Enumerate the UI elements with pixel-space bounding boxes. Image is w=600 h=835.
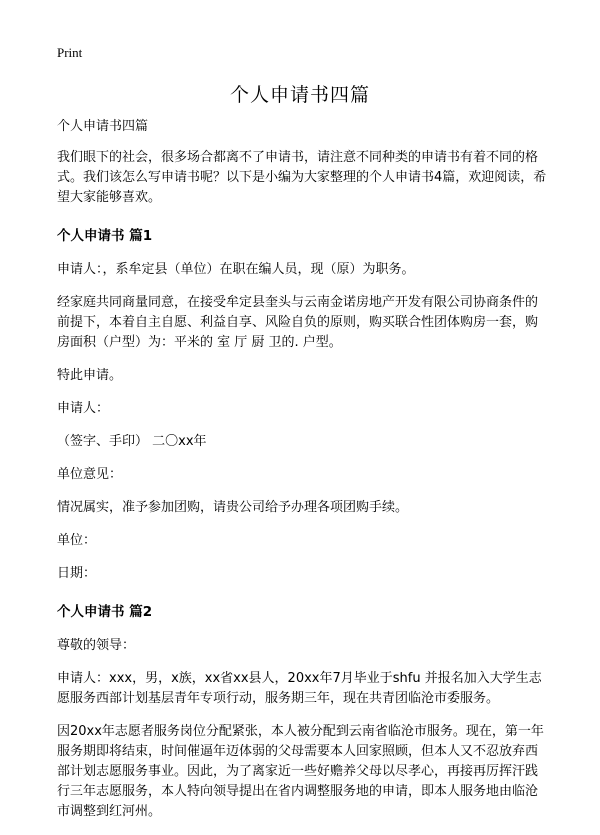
paragraph: 特此申请。 (57, 368, 123, 383)
document-body (57, 117, 547, 835)
paragraph: 因20xx年志愿者服务岗位分配紧张，本人被分配到云南省临沧市服务。现在，第一年服务期即将结束，时间催逼年迈体弱的父母需要本人回家照顾，但本人又不忍放弃西部计划志愿服务事业。因此，为了离家近一些好赡养父母以尽孝心，再接再厉挥汗践行三年志愿服务，本人特向领导提出在省内调整服务地的申请，即本人服务地由临沧市调整到红河州。 (57, 724, 544, 819)
paragraph: 申请人：，系牟定县（单位）在职在编人员，现（原）为职务。 (57, 262, 415, 277)
paragraph: 情况属实，准予参加团购，请贵公司给予办理各项团购手续。 (57, 500, 409, 515)
paragraph: 申请人：xxx，男，x族，xx省xx县人，20xx年7月毕业于shfu 并报名加入大学生志愿服务西部计划基层青年专项行动，服务期三年，现在共青团临沧市委服务。 (57, 671, 542, 706)
print-label: Print (57, 45, 83, 60)
section-heading-1: 个人申请书 篇1 (57, 228, 153, 244)
section-heading-2: 个人申请书 篇2 (57, 604, 153, 620)
page-title: 个人申请书四篇 (229, 84, 370, 106)
paragraph: （签字、手印） 二〇xx年 (57, 434, 207, 449)
document-subtitle: 个人申请书四篇 (57, 119, 149, 134)
paragraph: 经家庭共同商量同意，在接受牟定县奎头与云南金诺房地产开发有限公司协商条件的前提下，本着自主自愿、利益自享、风险自负的原则，购买联合性团体购房一套，购房面积（户型）为：平米的 室 厅 厨 卫的. 户型。 (57, 295, 539, 350)
paragraph: 尊敬的领导： (57, 638, 136, 653)
paragraph: 单位： (57, 533, 97, 548)
intro-paragraph: 我们眼下的社会，很多场合都离不了申请书，请注意不同种类的申请书有着不同的格式。我们该怎么写申请书呢？以下是小编为大家整理的个人申请书4篇，欢迎阅读，希望大家能够喜欢。 (57, 150, 547, 205)
paragraph: 单位意见： (57, 467, 123, 482)
paragraph: 申请人： (57, 401, 110, 416)
paragraph: 日期： (57, 566, 97, 581)
